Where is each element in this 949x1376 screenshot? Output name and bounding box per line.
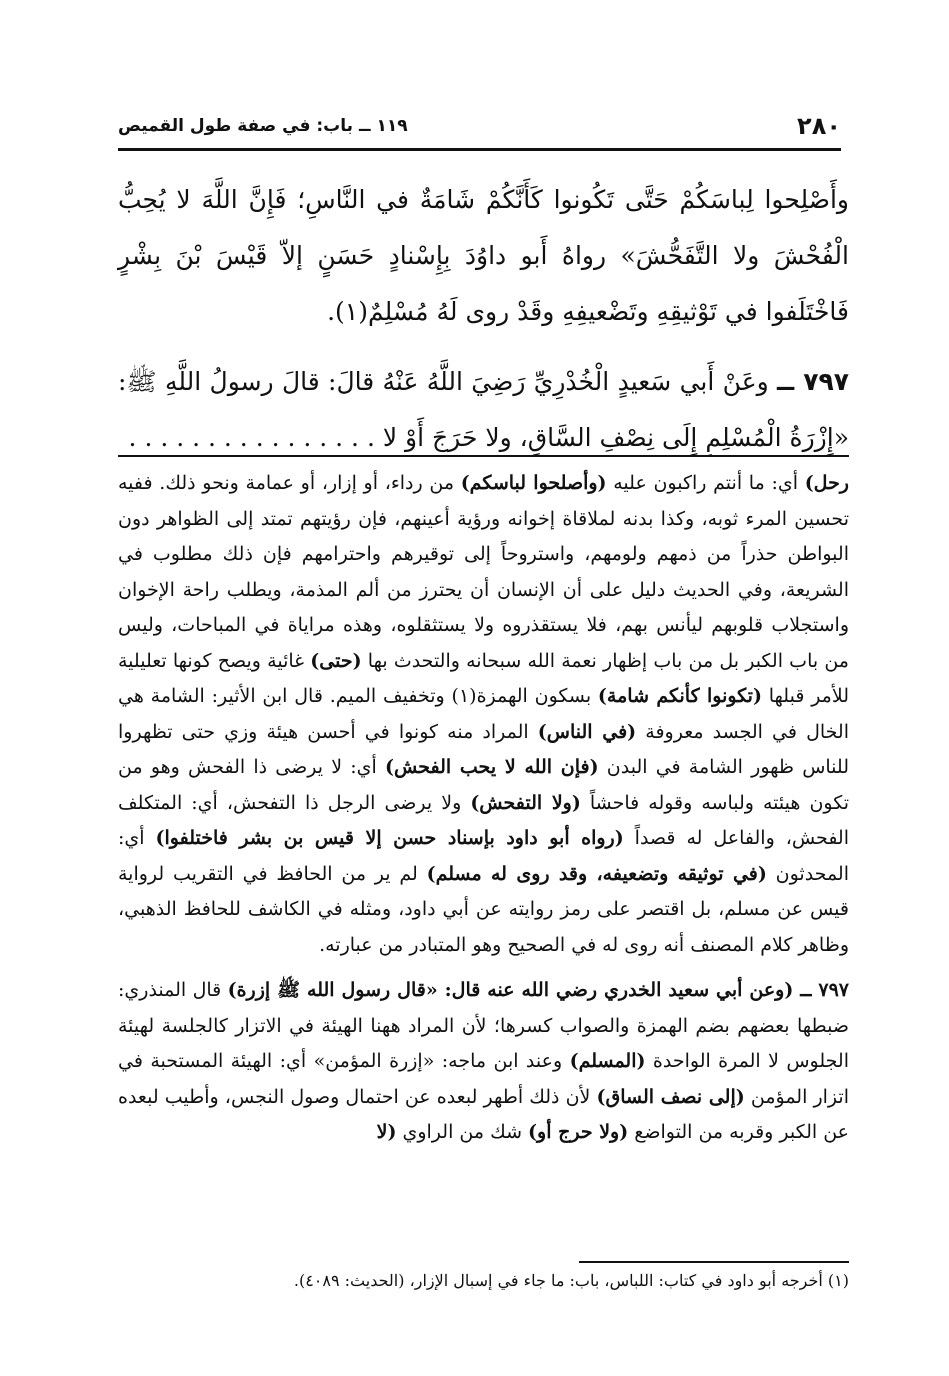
commentary-bold: (حتى) [310, 649, 362, 672]
commentary-span: لم ير من الحافظ في التقريب لرواية قيس عن مسلم، بل اقتصر على رمز روايته عن أبي داود، ومثله في الكاشف للحافظ الذهبي، وظاهر كلام المصنف أنه روى له في الصحيح وهو المتبادر من عبارته. [118, 862, 849, 956]
commentary-bold: (فإن الله لا يحب الفحش) [384, 756, 599, 778]
footnote: (١) أخرجه أبو داود في كتاب: اللباس، باب: ما جاء في إسبال الإزار، (الحديث: ٤٠٨٩). [293, 1271, 849, 1290]
page-header [118, 108, 841, 151]
commentary-text [118, 466, 849, 1151]
hadith-text: وعَنْ أَبي سَعيدٍ الْخُدْرِيِّ رَضِيَ اللَّهُ عَنْهُ قالَ: قالَ رسولُ اللَّهِ ﷺ: «إِزْرَةُ الْمُسْلِمِ إِلَى نِصْفِ السَّاقِ، ولا حَرَجَ أَوْ لا . . . . . . . . . . . . . . . . [118, 367, 849, 452]
commentary-span: وعند ابن ماجه: «إزرة المؤمن» أي: الهيئة المستحبة في اتزار المؤمن [118, 1050, 849, 1108]
commentary-bold: (تكونوا كأنكم شامة) [597, 685, 762, 707]
footnote-divider [579, 1261, 849, 1263]
main-paragraph-2 [118, 354, 849, 466]
commentary-bold: (إلى نصف الساق) [596, 1085, 745, 1108]
commentary-bold: (في الناس) [537, 720, 637, 743]
commentary-span: لأن ذلك أطهر لبعده عن احتمال وصول النجس، وأطيب لبعده عن الكبر وقربه من التواضع [118, 1085, 849, 1143]
commentary-paragraph-1 [118, 466, 849, 963]
commentary-paragraph-2 [118, 973, 849, 1151]
page-number: ٢٨٠ [797, 112, 841, 140]
commentary-bold: رحل) [804, 472, 849, 494]
commentary-span: أي: ما أنتم راكبون عليه [606, 472, 805, 494]
main-paragraph-1: وأَصْلِحوا لِباسَكُمْ حَتَّى تَكُونوا كَأَنَّكُمْ شَامَةٌ في النَّاسِ؛ فَإِنَّ اللَّهَ لا يُحِبُّ الْفُحْشَ ولا التَّفَحُّشَ» رواهُ أَبو داوُدَ بِإِسْنادٍ حَسَنٍ إلاّ قَيْسَ بْنَ بِشْرٍ فَاخْتَلَفوا في تَوْثيقِهِ وتَضْعيفِهِ وقَدْ روى لَهُ مُسْلِمٌ(١). [118, 185, 849, 326]
chapter-title: ١١٩ ــ باب: في صفة طول القميص [118, 116, 408, 136]
main-text [118, 172, 849, 466]
commentary-bold: (ولا حرج أو) [528, 1121, 629, 1143]
section-divider [118, 455, 849, 457]
commentary-bold: (لا [376, 1121, 397, 1143]
commentary-bold: (ولا التفحش) [470, 791, 581, 814]
commentary-span: المراد منه كونوا في أحسن هيئة وزي حتى تظهروا للناس ظهور الشامة في البدن [118, 720, 849, 778]
commentary-span: شك من الراوي [396, 1121, 529, 1143]
commentary-span: ولا يرضى الرجل ذا التفحش، أي: المتكلف الفحش، والفاعل له قصداً [118, 791, 849, 849]
commentary-span: أي: المحدثون [118, 827, 849, 885]
commentary-bold: (المسلم) [569, 1050, 646, 1072]
commentary-bold: (رواه أبو داود بإسناد حسن إلا قيس بن بشر فاختلفوا) [155, 827, 624, 849]
commentary-span: أي: لا يرضى ذا الفحش وهو من تكون هيئته ولباسه وقوله فاحشاً [118, 756, 849, 814]
commentary-bold: (وأصلحوا لباسكم) [460, 472, 607, 494]
hadith-number: ٧٩٧ ــ [777, 367, 849, 396]
commentary-span: غائية ويصح كونها تعليلية للأمر قبلها [118, 649, 849, 707]
commentary-span: بسكون الهمزة(١) وتخفيف الميم. قال ابن الأثير: الشامة هي الخال في الجسد معروفة [118, 685, 850, 743]
commentary-span: من رداء، أو إزار، أو عمامة ونحو ذلك. ففيه تحسين المرء ثوبه، وكذا بدنه لملاقاة إخوانه ورؤية أعينهم، فإن رؤيتهم تمتد إلى الظواهر دون البواطن حذراً من ذمهم ولومهم، واستروحاً إلى توقيرهم واحترامهم فإن ذلك مطلوب في الشريعة، وفي الحديث دليل على أن الإنسان أن يحترز من ألم المذمة، ويطلب راحة الإخوان واستجلاب قلوبهم ليأنس بهم، فلا يستقذروه ولا يستثقلوه، وهذه مراياة في المباحات، وليس من باب الكبر بل من باب إظهار نعمة الله سبحانه والتحدث بها [118, 472, 849, 672]
commentary-bold: ٧٩٧ ــ (وعن أبي سعيد الخدري رضي الله عنه قال: «قال رسول الله ﷺ إزرة) [227, 979, 849, 1001]
commentary-bold: (في توثيقه وتضعيفه، وقد روى له مسلم) [426, 862, 767, 885]
commentary-span: قال المنذري: ضبطها بعضهم بضم الهمزة والصواب كسرها؛ لأن المراد ههنا الهيئة في الاتزار كالجلسة لهيئة الجلوس لا المرة الواحدة [118, 979, 849, 1072]
